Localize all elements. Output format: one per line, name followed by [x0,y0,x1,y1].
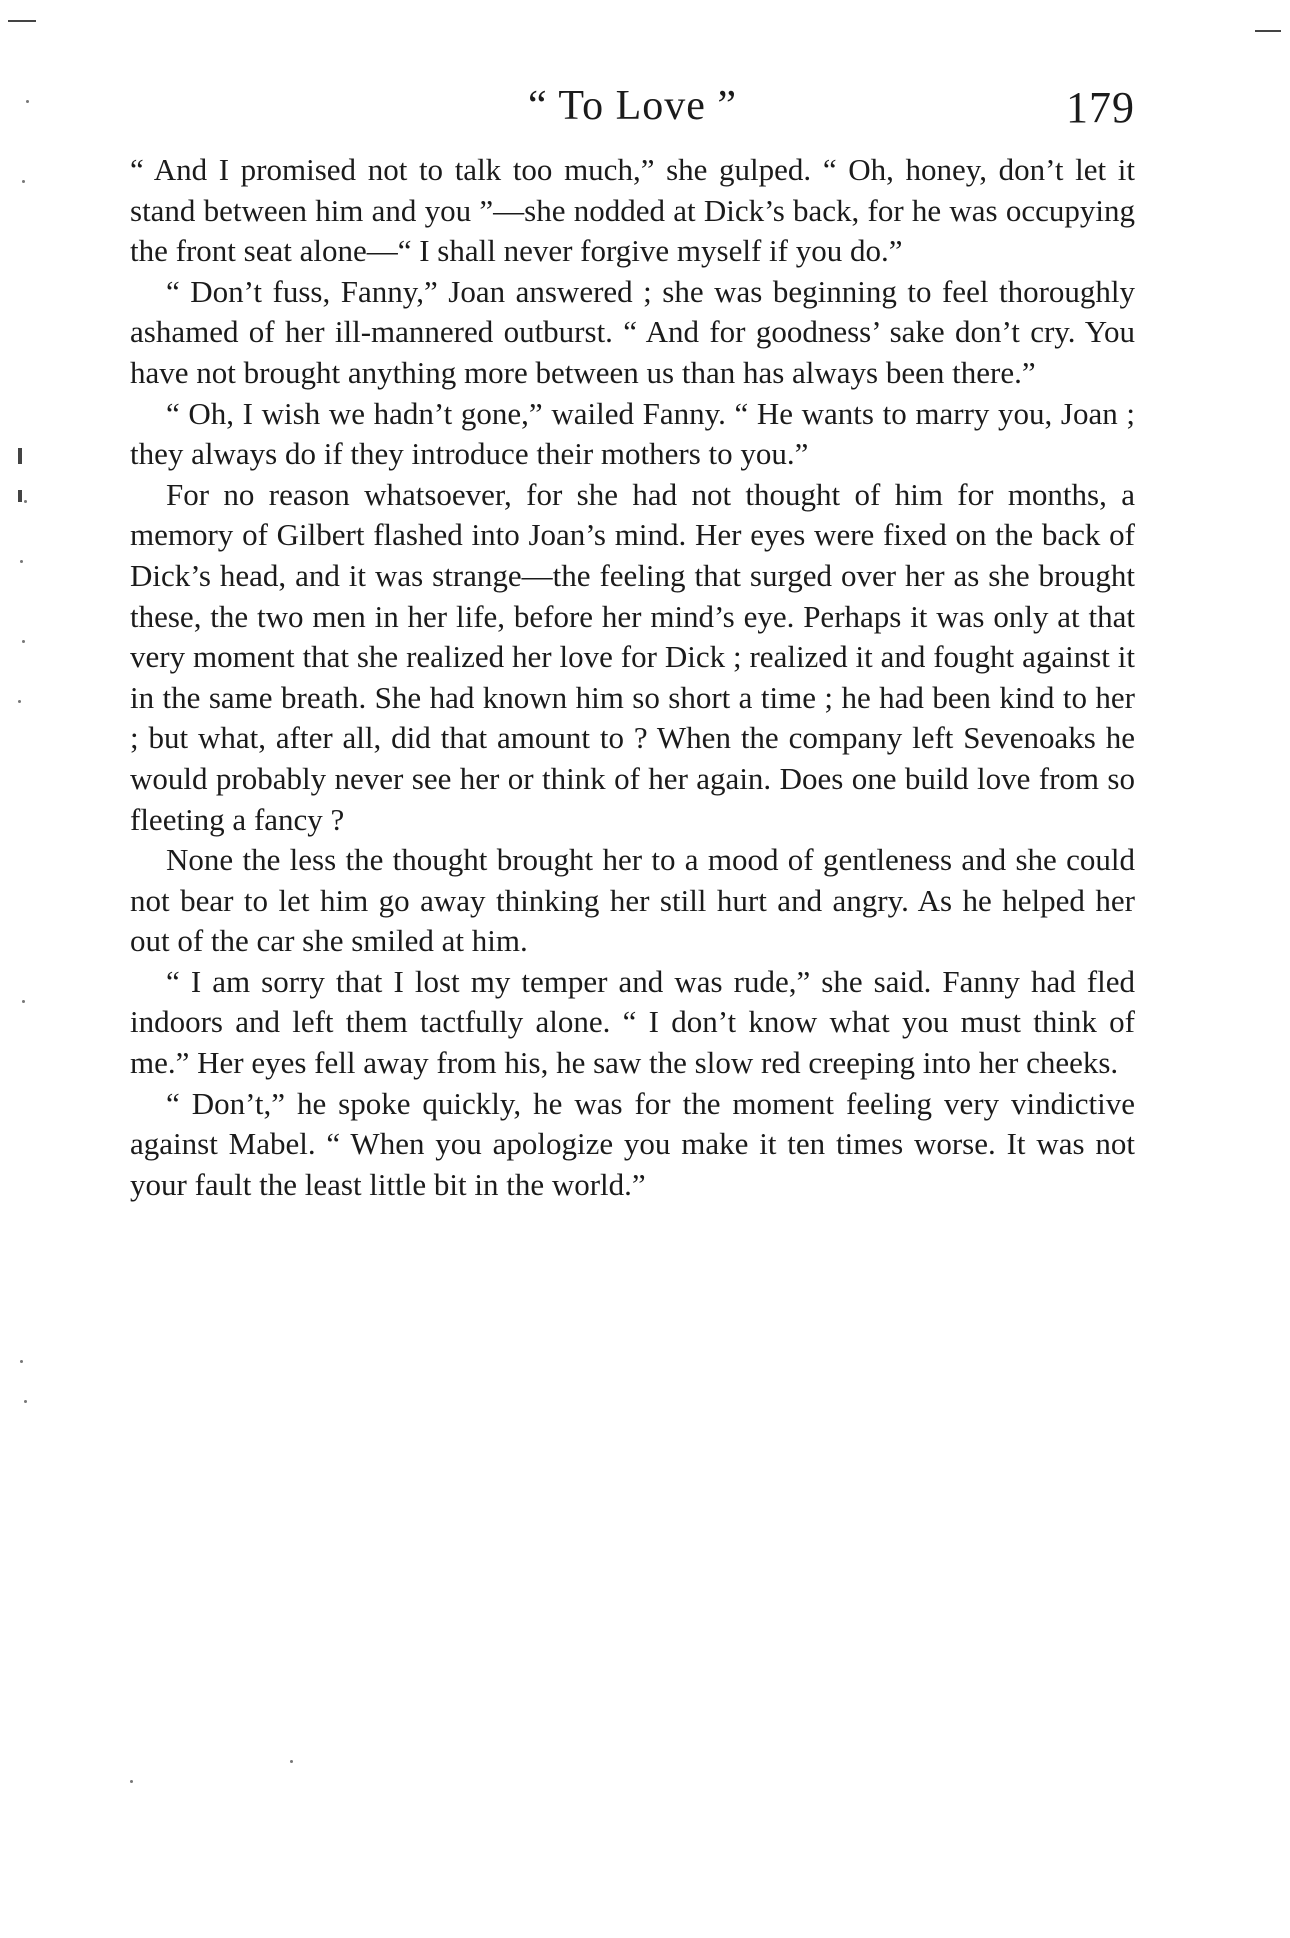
running-title: “ To Love ” [527,83,738,129]
paragraph: “ I am sorry that I lost my temper and was rude,” she said. Fanny had fled indoors and left them tactfully alone. “ I don’t know what you must think of me.” Her eyes fell away from his, he saw the slow red creeping into her cheeks. [130,963,1135,1081]
paragraph: “ Don’t fuss, Fanny,” Joan answered ; she was beginning to feel thoroughly ashamed of her ill-mannered outburst. “ And for goodness’ sake don’t cry. You have not brought anything more between us than has always been there.” [130,273,1135,390]
paragraph: For no reason whatsoever, for she had not thought of him for months, a memory of Gilbert flashed into Joan’s mind. Her eyes were fixed on the back of Dick’s head, and it was strange—the feeling that surged over her as she brought these, the two men in her life, before her mind’s eye. Perhaps it was only at that very moment that she realized her love for Dick ; realized it and fought against it in the same breath. She had known him so short a time ; he had been kind to her ; but what, after all, did that amount to ? When the company left Sevenoaks he would probably never see her or think of her again. Does one build love from so fleeting a fancy ? [130,476,1135,837]
page-header [130,78,1135,134]
scan-edge-mark-top-left [8,20,36,22]
margin-ink-mark [18,448,22,464]
scan-edge-mark-top-right [1255,30,1281,32]
paragraph: “ Oh, I wish we hadn’t gone,” wailed Fanny. “ He wants to marry you, Joan ; they always do if they introduce their mothers to you.” [130,395,1135,472]
paragraph: “ Don’t,” he spoke quickly, he was for the moment feeling very vindictive against Mabel. “ When you apologize you make it ten times worse. It was not your fault the least little bit in the world.” [130,1085,1135,1202]
page-number: 179 [1066,83,1135,132]
margin-ink-mark [18,490,22,502]
body-text [130,150,1135,1205]
paragraph: None the less the thought brought her to a mood of gentleness and she could not bear to let him go away thinking her still hurt and angry. As he helped her out of the car she smiled at him. [130,842,1135,959]
paragraph: “ And I promised not to talk too much,” she gulped. “ Oh, honey, don’t let it stand between him and you ”—she nodded at Dick’s back, for he was occupying the front seat alone—“ I shall never forgive myself if you do.” [130,152,1135,269]
